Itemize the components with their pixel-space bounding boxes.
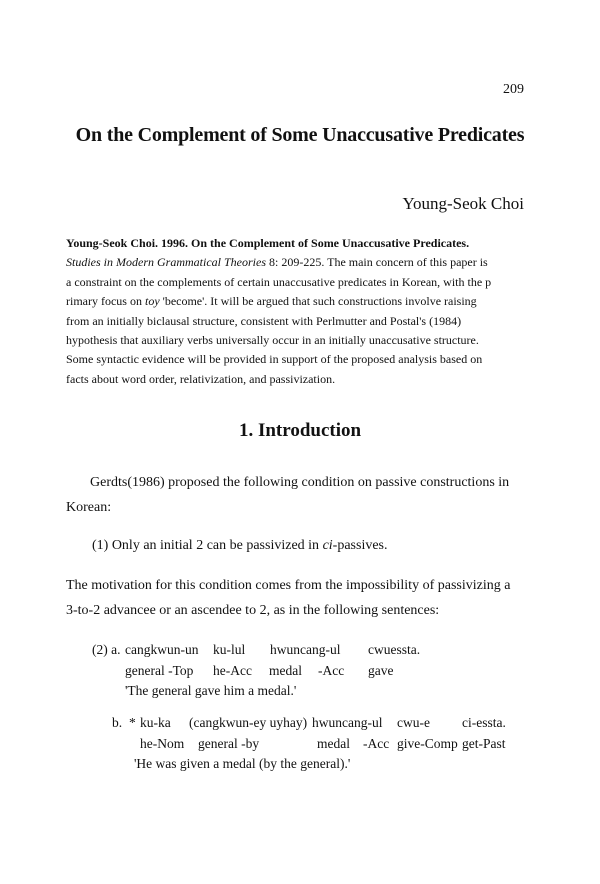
abstract-text: facts about word order, relativization, and passivization. [66,371,336,386]
korean-word: hwuncang-ul [312,715,383,730]
abstract-text: hypothesis that auxiliary verbs universally occur in an initially unaccusative structure. [66,333,479,348]
abstract-text: Some syntactic evidence will be provided in support of the proposed analysis based on [66,352,483,367]
gloss: he-Nom [140,735,185,751]
paragraph [66,470,528,520]
example-text: (1) Only an initial 2 can be passivized in [92,538,323,553]
paragraph-line: Korean: [66,500,112,515]
korean-word: ku-lul [213,642,246,657]
korean-word: (cangkwun-ey uyhay) [189,715,308,730]
example-2b [112,713,532,775]
abstract-text: 8: 209-225. The main concern of this paper is [266,255,488,270]
paragraph [66,573,528,623]
korean-word: hwuncang-ul [270,642,341,657]
example-term: ci [322,538,333,553]
section-heading: 1. Introduction [238,420,362,441]
korean-word: cwu-e [397,715,430,730]
korean-word: ku-ka [140,715,171,730]
gloss: get-Past [462,735,506,751]
paper-title: On the Complement of Some Unaccusative Predicates [75,124,525,146]
abstract-text: from an initially biclausal structure, consistent with Perlmutter and Postal's (1984) [66,313,462,328]
abstract-journal: Studies in Modern Grammatical Theories [66,255,266,270]
gloss: -Acc [318,662,345,678]
paragraph-line: 3-to-2 advancee or an ascendee to 2, as in the following sentences: [66,603,440,618]
gloss: gave [368,662,394,678]
ungrammatical-star: * [129,715,136,730]
abstract-text: 'become'. It will be argued that such constructions involve raising [159,294,477,309]
example-1 [92,538,388,554]
gloss: give-Comp [397,735,458,751]
author-name: Young-Seok Choi [402,194,524,213]
gloss: general -by [198,735,260,751]
paragraph-line: Gerdts(1986) proposed the following condition on passive constructions in [90,475,510,490]
gloss: -Acc [363,735,390,751]
example-2a [92,640,512,702]
example-label: b. [112,715,123,730]
abstract [66,234,528,389]
example-label: (2) a. [92,642,121,657]
example-text: -passives. [332,538,388,553]
abstract-citation: Young-Seok Choi. 1996. On the Complement of Some Unaccusative Predicates. [66,236,470,250]
gloss: medal [317,735,350,751]
korean-word: cangkwun-un [125,642,199,657]
korean-word: ci-essta. [462,715,506,730]
korean-word: cwuessta. [368,642,421,657]
abstract-term: toy [144,294,160,309]
abstract-text: a constraint on the complements of certain unaccusative predicates in Korean, with the p [66,274,492,289]
gloss: he-Acc [213,662,252,678]
translation: 'He was given a medal (by the general).' [134,756,351,771]
paragraph-line: The motivation for this condition comes from the impossibility of passivizing a [66,578,511,593]
gloss: medal [269,662,302,678]
gloss: general -Top [125,662,194,678]
page-number: 209 [503,82,524,97]
abstract-text: rimary focus on [66,294,145,309]
translation: 'The general gave him a medal.' [125,683,297,698]
